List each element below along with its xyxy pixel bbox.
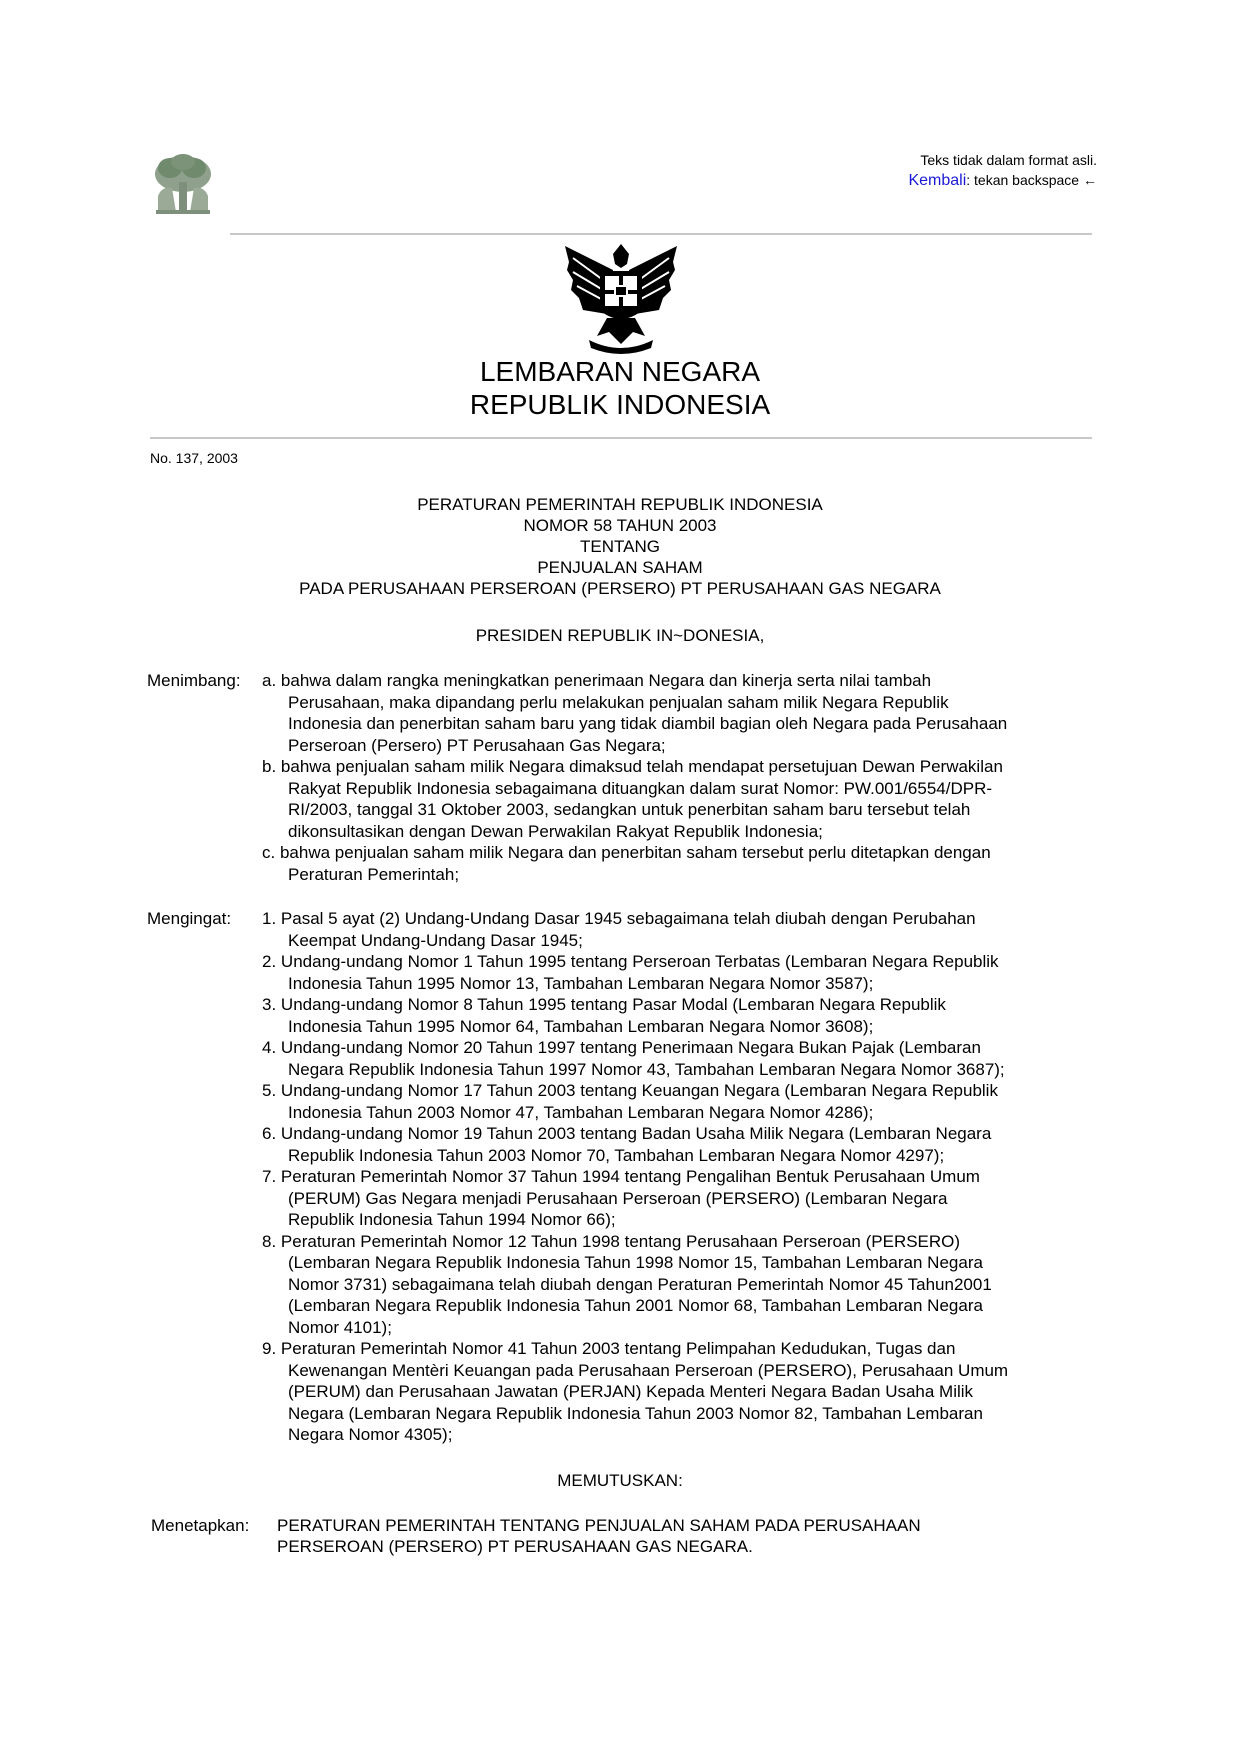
back-hint-line bbox=[908, 170, 1097, 191]
list-item bbox=[262, 1231, 1102, 1339]
item-marker: c. bbox=[262, 843, 276, 862]
list-item bbox=[262, 951, 1102, 994]
regulation-heading bbox=[0, 494, 1240, 599]
item-line: Indonesia Tahun 2003 Nomor 47, Tambahan Lembaran Negara Nomor 4286); bbox=[288, 1102, 874, 1122]
item-line: bahwa penjualan saham milik Negara dimaksud telah mendapat persetujuan Dewan Perwakilan bbox=[280, 757, 1003, 776]
list-item bbox=[262, 1037, 1102, 1080]
heading-line: PERATURAN PEMERINTAH REPUBLIK INDONESIA bbox=[417, 495, 823, 514]
item-marker: 2. bbox=[262, 952, 277, 971]
item-line: Rakyat Republik Indonesia sebagaimana dituangkan dalam surat Nomor: PW.001/6554/DPR- bbox=[288, 778, 993, 798]
item-line: (PERUM) dan Perusahaan Jawatan (PERJAN) Kepada Menteri Negara Badan Usaha Milik bbox=[288, 1382, 974, 1401]
item-line: Negara Nomor 4305); bbox=[288, 1425, 453, 1444]
heading-line: TENTANG bbox=[580, 537, 660, 556]
gazette-title-line1: LEMBARAN NEGARA bbox=[479, 356, 761, 387]
format-note-text: Teks tidak dalam format asli. bbox=[920, 152, 1097, 168]
item-line: Republik Indonesia Tahun 1994 Nomor 66); bbox=[288, 1210, 616, 1229]
item-line: Undang-undang Nomor 1 Tahun 1995 tentang Perseroan Terbatas (Lembaran Negara Republik bbox=[280, 952, 999, 971]
menetapkan-label: Menetapkan: bbox=[151, 1516, 250, 1535]
back-hint: : tekan backspace ← bbox=[966, 172, 1097, 188]
back-link[interactable]: Kembali bbox=[908, 172, 967, 189]
item-line: Undang-undang Nomor 19 Tahun 2003 tentang Badan Usaha Milik Negara (Lembaran Negara bbox=[280, 1124, 992, 1143]
item-line: Undang-undang Nomor 17 Tahun 2003 tentang Keuangan Negara (Lembaran Negara Republik bbox=[280, 1081, 998, 1100]
item-marker: 7. bbox=[262, 1167, 277, 1186]
item-line: Indonesia dan penerbitan saham baru yang tidak diambil bagian oleh Negara pada Perusahaan bbox=[288, 714, 1008, 733]
item-marker: 6. bbox=[262, 1124, 277, 1143]
list-item bbox=[262, 670, 1092, 756]
item-line: Pasal 5 ayat (2) Undang-Undang Dasar 1945 sebagaimana telah diubah dengan Perubahan bbox=[280, 909, 976, 928]
menetapkan-line: PERSEROAN (PERSERO) PT PERUSAHAAN GAS NEGARA. bbox=[277, 1537, 753, 1556]
item-line: Undang-undang Nomor 20 Tahun 1997 tentang Penerimaan Negara Bukan Pajak (Lembaran bbox=[280, 1038, 981, 1057]
menetapkan-text bbox=[277, 1515, 1097, 1557]
item-line: Nomor 3731) sebagaimana telah diubah dengan Peraturan Pemerintah Nomor 45 Tahun2001 bbox=[288, 1274, 992, 1294]
menetapkan-line: PERATURAN PEMERINTAH TENTANG PENJUALAN SAHAM PADA PERUSAHAAN bbox=[277, 1516, 921, 1535]
item-marker: 4. bbox=[262, 1038, 277, 1057]
item-line: Peraturan Pemerintah; bbox=[288, 864, 460, 884]
item-marker: b. bbox=[262, 757, 277, 776]
mengingat-list bbox=[262, 908, 1102, 1446]
list-item bbox=[262, 1338, 1102, 1446]
item-line: Indonesia Tahun 1995 Nomor 13, Tambahan Lembaran Negara Nomor 3587); bbox=[288, 973, 874, 993]
tree-logo-icon bbox=[150, 152, 216, 218]
item-line: (Lembaran Negara Republik Indonesia Tahun 1998 Nomor 15, Tambahan Lembaran Negara bbox=[288, 1253, 983, 1272]
mengingat-label: Mengingat: bbox=[147, 909, 232, 928]
list-item bbox=[262, 756, 1092, 842]
item-marker: 9. bbox=[262, 1339, 277, 1358]
item-marker: 8. bbox=[262, 1231, 277, 1251]
heading-line: PENJUALAN SAHAM bbox=[537, 558, 703, 577]
item-line: Peraturan Pemerintah Nomor 37 Tahun 1994 tentang Pengalihan Bentuk Perusahaan Umum bbox=[280, 1167, 980, 1186]
item-marker: 1. bbox=[262, 909, 277, 928]
heading-line: NOMOR 58 TAHUN 2003 bbox=[523, 516, 717, 535]
item-line: Keempat Undang-Undang Dasar 1945; bbox=[288, 930, 583, 950]
item-line: Peraturan Pemerintah Nomor 12 Tahun 1998 tentang Perusahaan Perseroan (PERSERO) bbox=[280, 1231, 961, 1251]
item-marker: 5. bbox=[262, 1081, 277, 1100]
item-line: (PERUM) Gas Negara menjadi Perusahaan Perseroan (PERSERO) (Lembaran Negara bbox=[288, 1188, 948, 1208]
item-line: Republik Indonesia Tahun 2003 Nomor 70, Tambahan Lembaran Negara Nomor 4297); bbox=[288, 1145, 945, 1165]
item-line: Undang-undang Nomor 8 Tahun 1995 tentang Pasar Modal (Lembaran Negara Republik bbox=[280, 995, 946, 1014]
item-line: Kewenangan Mentèri Keuangan pada Perusahaan Perseroan (PERSERO), Perusahaan Umum bbox=[288, 1360, 1009, 1380]
document-number: No. 137, 2003 bbox=[150, 450, 238, 466]
item-line: Perseroan (Persero) PT Perusahaan Gas Negara; bbox=[288, 735, 666, 755]
menimbang-label: Menimbang: bbox=[147, 671, 241, 690]
list-item bbox=[262, 1080, 1102, 1123]
item-line: dikonsultasikan dengan Dewan Perwakilan Rakyat Republik Indonesia; bbox=[288, 821, 823, 841]
heading-line: PADA PERUSAHAAN PERSEROAN (PERSERO) PT PERUSAHAAN GAS NEGARA bbox=[299, 579, 941, 598]
item-line: Negara (Lembaran Negara Republik Indonesia Tahun 2003 Nomor 82, Tambahan Lembaran bbox=[288, 1403, 983, 1423]
item-line: Nomor 4101); bbox=[288, 1317, 392, 1337]
gazette-title bbox=[0, 355, 1240, 421]
item-marker: 3. bbox=[262, 995, 277, 1014]
item-marker: a. bbox=[262, 671, 277, 690]
menimbang-list bbox=[262, 670, 1092, 885]
garuda-emblem-icon bbox=[563, 240, 679, 358]
list-item bbox=[262, 994, 1102, 1037]
top-divider bbox=[230, 233, 1092, 235]
item-line: (Lembaran Negara Republik Indonesia Tahun 2001 Nomor 68, Tambahan Lembaran Negara bbox=[288, 1296, 983, 1315]
item-line: bahwa dalam rangka meningkatkan penerimaan Negara dan kinerja serta nilai tambah bbox=[280, 671, 932, 690]
item-line: RI/2003, tanggal 31 Oktober 2003, sedangkan untuk penerbitan saham baru tersebut telah bbox=[288, 800, 971, 819]
item-line: Indonesia Tahun 1995 Nomor 64, Tambahan Lembaran Negara Nomor 3608); bbox=[288, 1016, 874, 1036]
president-line: PRESIDEN REPUBLIK IN~DONESIA, bbox=[475, 626, 765, 645]
memutuskan-heading: MEMUTUSKAN: bbox=[557, 1471, 683, 1490]
item-line: Peraturan Pemerintah Nomor 41 Tahun 2003 tentang Pelimpahan Kedudukan, Tugas dan bbox=[280, 1339, 956, 1358]
item-line: bahwa penjualan saham milik Negara dan penerbitan saham tersebut perlu ditetapkan dengan bbox=[279, 843, 991, 862]
format-note bbox=[908, 150, 1097, 191]
list-item bbox=[262, 842, 1092, 885]
item-line: Negara Republik Indonesia Tahun 1997 Nomor 43, Tambahan Lembaran Negara Nomor 3687); bbox=[288, 1059, 1005, 1079]
title-divider bbox=[150, 437, 1092, 439]
item-line: Perusahaan, maka dipandang perlu melakukan penjualan saham milik Negara Republik bbox=[288, 692, 949, 712]
list-item bbox=[262, 1166, 1102, 1231]
list-item bbox=[262, 908, 1102, 951]
list-item bbox=[262, 1123, 1102, 1166]
gazette-title-line2: REPUBLIK INDONESIA bbox=[469, 389, 771, 420]
